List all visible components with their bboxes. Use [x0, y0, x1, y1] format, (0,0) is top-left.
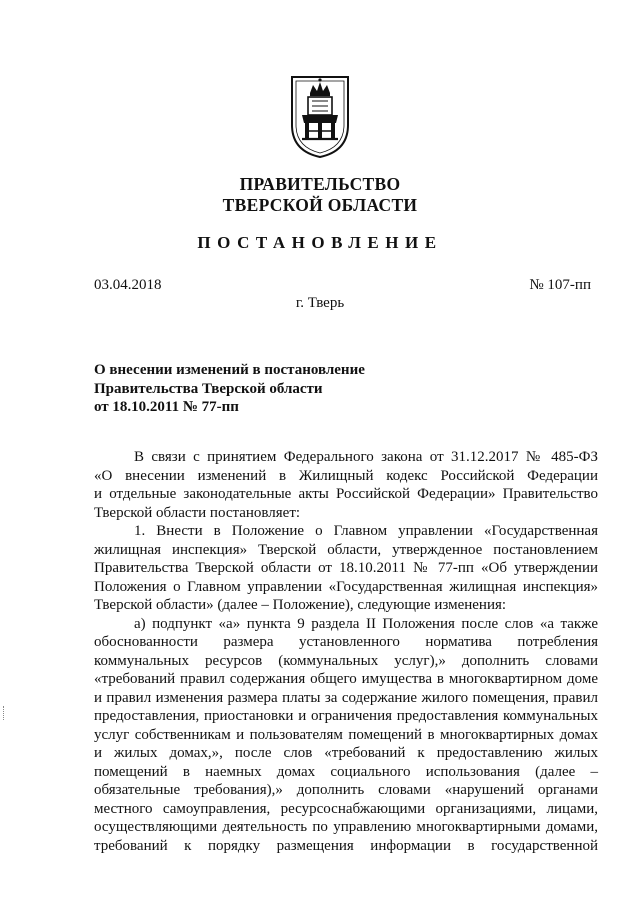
body-line: и отдельные законодательные акты Российской Федерации» Правительство	[94, 486, 598, 502]
margin-mark	[3, 706, 5, 720]
body-line: коммунальных ресурсов (коммунальных услуг),» дополнить словами	[94, 652, 598, 669]
body-line: и правил изменения размера платы за содержание жилого помещения, правил	[94, 689, 598, 706]
body-line: жилищная инспекция» Тверской области, утвержденное постановлением	[94, 541, 598, 558]
body-line: и жилых домах,», после слов «требований к предоставлению жилых	[94, 745, 598, 761]
document-type-title: ПОСТАНОВЛЕНИЕ	[197, 233, 443, 252]
body-line: предоставления, приостановки и ограничения предоставления коммунальных	[94, 708, 598, 724]
document-subject	[94, 361, 365, 417]
body-line: а) подпункт «а» пункта 9 раздела II Положения после слов «а также	[134, 615, 598, 632]
body-line: 1. Внести в Положение о Главном управлении «Государственная	[134, 523, 598, 539]
document-city: г. Тверь	[295, 295, 345, 311]
document-number: № 107-пп	[529, 277, 591, 293]
subject-line: О внесении изменений в постановление	[94, 362, 365, 378]
document-body	[94, 448, 598, 855]
body-line: обоснованности размера установленного норматива потребления	[94, 634, 598, 650]
body-line: «требований правил содержания общего имущества в многоквартирном доме	[94, 671, 598, 687]
tver-coat-of-arms-icon	[288, 73, 352, 159]
body-line: Положения о Главном управлении «Государственная жилищная инспекция»	[94, 578, 598, 595]
body-line: В связи с принятием Федерального закона от 31.12.2017 № 485-ФЗ	[134, 449, 598, 465]
body-line: требований к порядку размещения информации в государственной	[94, 837, 598, 854]
body-line: Правительства Тверской области от 18.10.2011 № 77-пп «Об утверждении	[94, 560, 598, 576]
body-line: Тверской области постановляет:	[94, 504, 301, 521]
body-line: обязательные требования),» дополнить словами «нарушений органами	[94, 782, 598, 798]
body-line: местного самоуправления, ресурсоснабжающими организациями, лицами,	[94, 800, 598, 817]
body-line: «О внесении изменений в Жилищный кодекс Российской Федерации	[94, 467, 598, 484]
government-title-line1: ПРАВИТЕЛЬСТВО	[239, 174, 401, 194]
government-title-line2: ТВЕРСКОЙ ОБЛАСТИ	[222, 195, 418, 215]
body-line: Тверской области» (далее – Положение), следующие изменения:	[94, 597, 507, 613]
body-line: осуществляющими деятельность по управлению многоквартирными домами,	[94, 819, 598, 835]
subject-line: Правительства Тверской области	[94, 380, 323, 397]
body-line: услуг собственникам и пользователям помещений в многоквартирных домах	[94, 726, 598, 743]
body-line: помещений в наемных домах социального использования (далее –	[94, 763, 598, 780]
document-date: 03.04.2018	[94, 277, 162, 293]
subject-line: от 18.10.2011 № 77-пп	[94, 399, 239, 415]
